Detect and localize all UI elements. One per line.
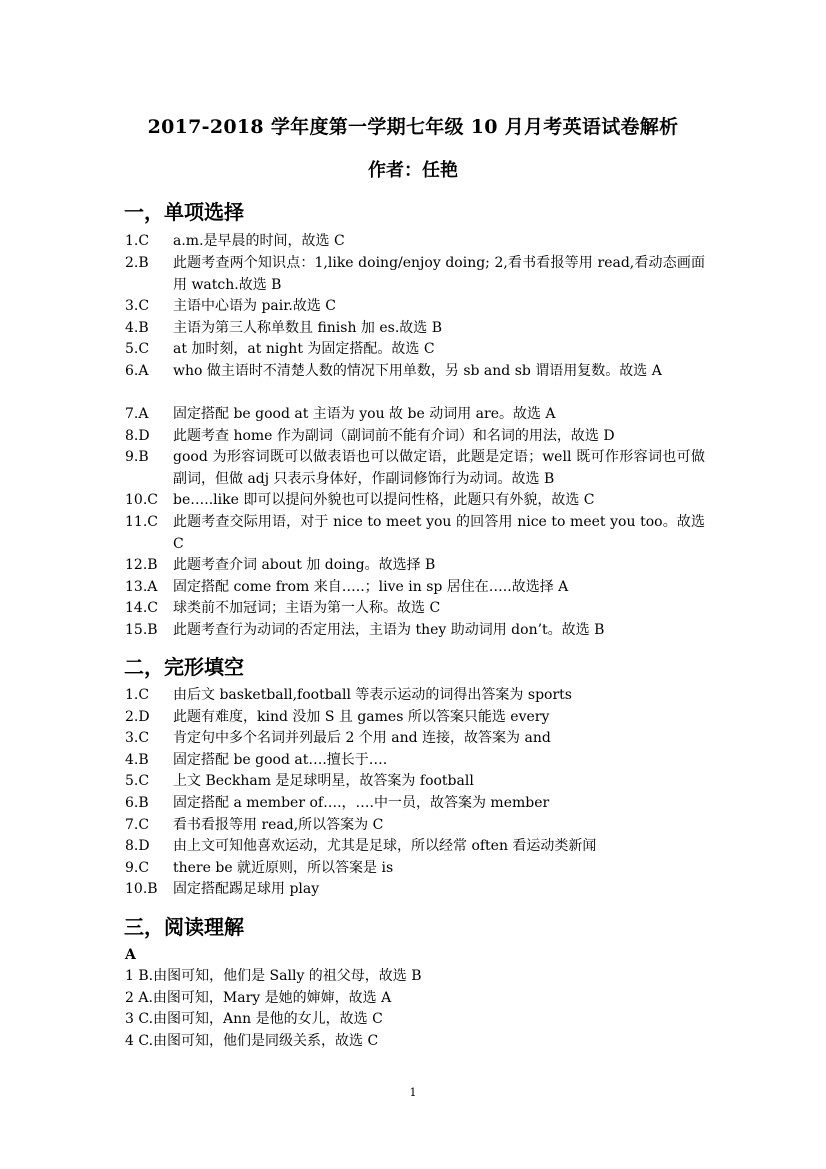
answer-explanation: be…..like 即可以提问外貌也可以提问性格，此题只有外貌，故选 C [173,492,595,508]
answer-explanation: 此题考查行为动词的否定用法，主语为 they 助动词用 don’t。故选 B [173,622,605,638]
answer-explanation: 此题考查交际用语，对于 nice to meet you 的回答用 nice to meet you too。故选 C [173,514,705,552]
answer-explanation: there be 就近原则，所以答案是 is [173,860,394,876]
page-number: 1 [409,1086,417,1099]
document-title: 2017-2018 学年度第一学期七年级 10 月月考英语试卷解析 [147,116,679,138]
answer-number: 9.B [125,449,149,465]
answer-number: 6.A [125,363,149,379]
answer-explanation: 固定搭配 come from 来自…..；live in sp 居住在…..故选择 A [173,579,569,595]
answer-number: 3.C [125,298,150,314]
answer-number: 9.C [125,860,150,876]
reading-answer: 4 C.由图可知，他们是同级关系，故选 C [125,1033,379,1049]
answer-explanation: 固定搭配踢足球用 play [173,881,320,897]
passage-label: A [125,947,136,963]
answer-number: 1.C [125,687,150,703]
answer-explanation: 固定搭配 be good at 主语为 you 故 be 动词用 are。故选 A [173,406,556,422]
answer-number: 8.D [125,838,150,854]
answer-explanation: a.m.是早晨的时间，故选 C [173,233,345,249]
answer-number: 2.D [125,709,150,725]
answer-number: 5.C [125,773,150,789]
answer-explanation: 由后文 basketball,football 等表示运动的词得出答案为 sports [173,687,572,703]
answer-number: 10.B [125,881,158,897]
answer-number: 7.C [125,817,150,833]
answer-explanation: 固定搭配 a member of….，….中一员，故答案为 member [173,795,550,811]
answer-explanation: 看书看报等用 read,所以答案为 C [173,817,384,833]
answer-explanation: 此题考查介词 about 加 doing。故选择 B [173,557,436,573]
answer-number: 2.B [125,255,149,271]
answer-number: 3.C [125,730,150,746]
answer-explanation: at 加时刻，at night 为固定搭配。故选 C [173,341,435,357]
answer-number: 4.B [125,752,149,768]
answer-explanation: 此题有难度，kind 没加 S 且 games 所以答案只能选 every [173,709,550,725]
reading-answer: 2 A.由图可知，Mary 是她的婶婶，故选 A [125,990,392,1006]
answer-number: 10.C [125,492,158,508]
answer-number: 6.B [125,795,149,811]
answer-number: 15.B [125,622,158,638]
answer-number: 1.C [125,233,150,249]
answer-explanation: good 为形容词既可以做表语也可以做定语，此题是定语；well 既可作形容词也可做副词，但做 adj 只表示身体好，作副词修饰行为动词。故选 B [173,449,705,487]
answer-explanation: 主语为第三人称单数且 finish 加 es.故选 B [173,320,443,336]
answer-number: 12.B [125,557,158,573]
answer-explanation: 主语中心语为 pair.故选 C [173,298,337,314]
answer-explanation: 此题考查两个知识点：1,like doing/enjoy doing; 2,看书看报等用 read,看动态画面用 watch.故选 B [173,255,705,293]
section-heading-cloze: 二，完形填空 [124,655,244,679]
reading-answer: 3 C.由图可知，Ann 是他的女儿，故选 C [125,1011,383,1027]
answer-number: 4.B [125,320,149,336]
section-heading-single-choice: 一，单项选择 [124,200,244,224]
answer-explanation: 肯定句中多个名词并列最后 2 个用 and 连接，故答案为 and [173,730,551,746]
answer-explanation: 球类前不加冠词；主语为第一人称。故选 C [173,600,441,616]
answer-explanation: 由上文可知他喜欢运动，尤其是足球，所以经常 often 看运动类新闻 [173,838,597,854]
answer-explanation: 此题考查 home 作为副词（副词前不能有介词）和名词的用法，故选 D [173,428,615,444]
answer-number: 14.C [125,600,158,616]
answer-number: 7.A [125,406,149,422]
section-heading-reading: 三，阅读理解 [124,915,244,939]
answer-number: 11.C [125,514,158,530]
answer-explanation: 上文 Beckham 是足球明星，故答案为 football [173,773,474,789]
answer-number: 5.C [125,341,150,357]
answer-number: 13.A [125,579,158,595]
answer-number: 8.D [125,428,150,444]
reading-answer: 1 B.由图可知，他们是 Sally 的祖父母，故选 B [125,968,422,984]
answer-explanation: 固定搭配 be good at….擅长于…. [173,752,388,768]
answer-explanation: who 做主语时不清楚人数的情况下用单数，另 sb and sb 谓语用复数。故选 A [173,363,662,379]
document-author: 作者：任艳 [368,160,458,181]
